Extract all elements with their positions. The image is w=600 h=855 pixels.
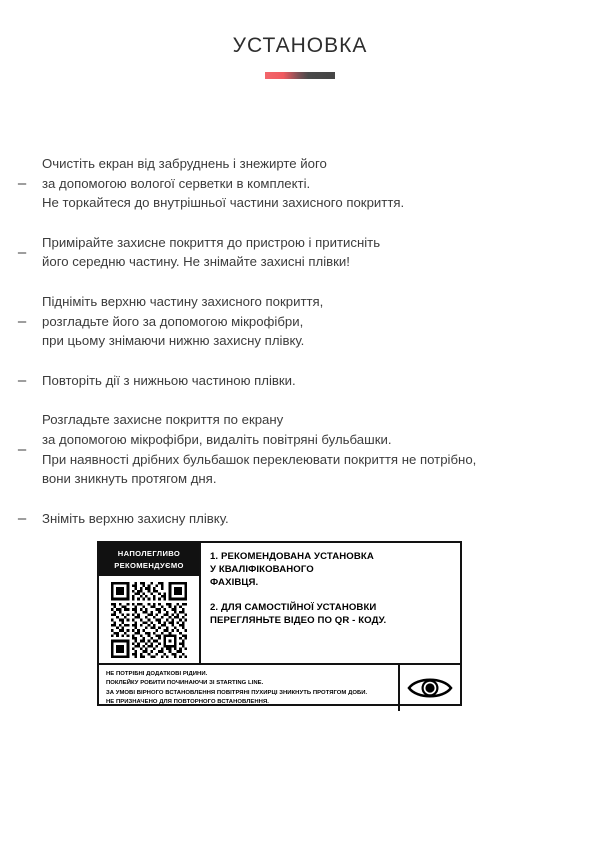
recommendation-line: У КВАЛІФІКОВАНОГО <box>210 564 314 576</box>
step-line: його середню частину. Не знімайте захисні плівки! <box>42 254 350 270</box>
spacer <box>210 590 452 601</box>
list-item <box>0 154 600 213</box>
step-line: Не торкайтеся до внутрішньої частини захисного покриття. <box>42 195 405 211</box>
badge-line-1: НАПОЛЕГЛИВО <box>117 549 181 558</box>
step-text <box>40 371 600 391</box>
list-item <box>0 371 600 391</box>
bullet-dash: – <box>17 441 27 459</box>
badge-line-2: РЕКОМЕНДУЄМО <box>114 560 184 570</box>
step-line: при цьому знімаючи нижню захисну плівку. <box>42 333 305 349</box>
fineprint-line: НЕ ПРИЗНАЧЕНО ДЛЯ ПОВТОРНОГО ВСТАНОВЛЕННЯ. <box>106 699 269 706</box>
list-item <box>0 509 600 529</box>
step-text <box>40 233 600 272</box>
step-line: розгладьте його за допомогою мікрофібри, <box>42 313 304 329</box>
step-line: Примірайте захисне покриття до пристрою і притисніть <box>42 234 381 250</box>
instruction-list <box>0 154 600 548</box>
step-text <box>40 154 600 213</box>
recommendation-line: 1. РЕКОМЕНДОВАНА УСТАНОВКА <box>210 551 374 562</box>
bullet-dash: – <box>17 510 27 528</box>
qr-code-icon[interactable] <box>99 576 199 663</box>
step-line: Повторіть дії з нижньою частиною плівки. <box>42 372 296 388</box>
step-line: вони зникнуть протягом дня. <box>42 471 217 487</box>
page-header <box>0 34 600 79</box>
step-line: Очистіть екран від забруднень і знежирте його <box>42 156 327 171</box>
fineprint-line: ПОКЛЕЙКУ РОБИТИ ПОЧИНАЮЧИ ЗІ STARTING LINE. <box>106 680 264 687</box>
bullet-dash: – <box>17 312 27 330</box>
step-line: за допомогою вологої серветки в комплекті. <box>42 175 311 191</box>
eye-icon <box>400 665 460 711</box>
fineprint-line: ЗА УМОВІ ВІРНОГО ВСТАНОВЛЕННЯ ПОВІТРЯНІ ПУХИРЦІ ЗНИКНУТЬ ПРОТЯГОМ ДОБИ. <box>106 689 368 696</box>
step-line: Розгладьте захисне покриття по екрану <box>42 412 284 428</box>
bullet-dash: – <box>17 372 27 390</box>
step-text <box>40 292 600 351</box>
recommendation-line: ФАХІВЦЯ. <box>210 577 259 589</box>
sticker-footer-row <box>99 665 460 711</box>
sticker-left-column <box>99 543 201 663</box>
step-line: за допомогою мікрофібри, видаліть повітряні бульбашки. <box>42 431 392 447</box>
page-title: УСТАНОВКА <box>232 34 368 57</box>
sticker-main-row <box>99 543 460 665</box>
list-item <box>0 233 600 272</box>
step-text <box>40 509 600 529</box>
status-badge <box>99 543 199 576</box>
list-item <box>0 292 600 351</box>
step-text <box>40 410 600 488</box>
fineprint-line: НЕ ПОТРІБНІ ДОДАТКОВІ РІДИНИ. <box>106 671 208 677</box>
recommendation-line: ПЕРЕГЛЯНЬТЕ ВІДЕО ПО QR - КОДУ. <box>210 614 387 626</box>
step-line: При наявності дрібних бульбашок переклеювати покриття не потрібно, <box>42 451 477 467</box>
recommendation-sticker <box>97 541 462 706</box>
list-item <box>0 410 600 488</box>
sticker-recommendations <box>201 543 460 663</box>
recommendation-line: 2. ДЛЯ САМОСТІЙНОЇ УСТАНОВКИ <box>210 601 377 613</box>
bullet-dash: – <box>17 243 27 261</box>
title-divider <box>265 72 335 79</box>
step-line: Підніміть верхню частину захисного покриття, <box>42 293 324 309</box>
bullet-dash: – <box>17 174 27 192</box>
step-line: Зніміть верхню захисну плівку. <box>42 510 229 526</box>
fineprint-block <box>99 665 400 711</box>
